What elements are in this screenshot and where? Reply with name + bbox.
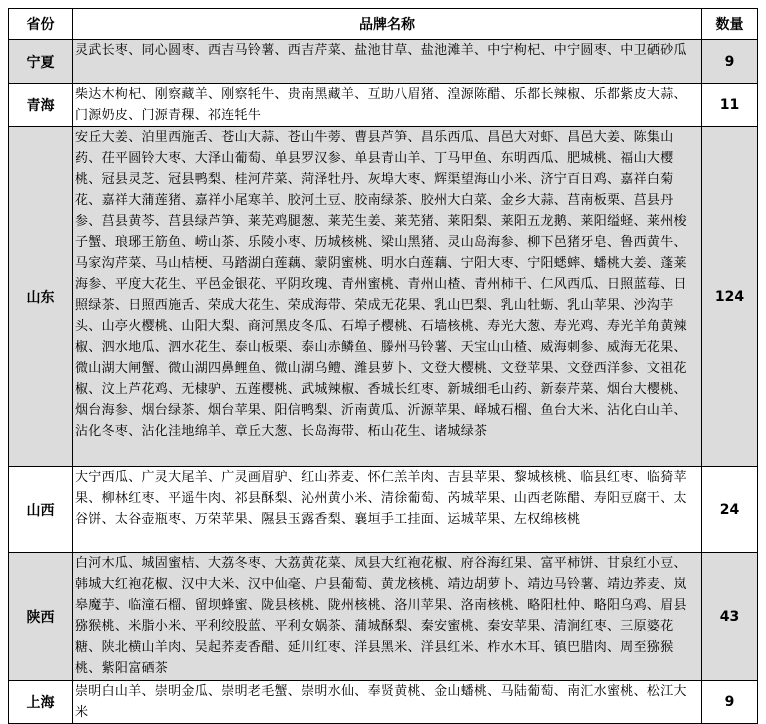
count-cell: 9 — [702, 681, 758, 724]
province-cell: 山东 — [9, 127, 73, 467]
count-cell: 11 — [702, 84, 758, 127]
brands-cell: 安丘大姜、泊里西施舌、苍山大蒜、苍山牛蒡、曹县芦笋、昌乐西瓜、昌邑大对虾、昌邑大姜、陈集山药、茌平圆铃大枣、大泽山葡萄、单县罗汉参、单县青山羊、丁马甲鱼、东明西瓜、肥城桃、福山大樱桃、冠县灵芝、冠县鸭梨、桂河芹菜、菏泽牡丹、灰埠大枣、辉渠望海山小米、济宁百日鸡、嘉祥白菊花、嘉祥大蒲莲猪、嘉祥小尾寒羊、胶河土豆、胶南绿茶、胶州大白菜、金乡大蒜、莒南板栗、莒县丹参、莒县黄芩、莒县绿芦笋、莱芜鸡腿葱、莱芜生姜、莱芜猪、莱阳梨、莱阳五龙鹅、莱阳缢蛏、莱州梭子蟹、琅琊王筋鱼、崂山茶、乐陵小枣、历城核桃、梁山黑猪、灵山岛海参、柳下邑猪牙皂、鲁西黄牛、马家沟芹菜、马山桔梗、马踏湖白莲藕、蒙阴蜜桃、明水白莲藕、宁阳大枣、宁阳蟋蟀、蟠桃大姜、蓬莱海参、平度大花生、平邑金银花、平阴玫瑰、青州蜜桃、青州山楂、青州柿干、仁风西瓜、日照蓝莓、日照绿茶、日照西施舌、荣成大花生、荣成海带、荣成无花果、乳山巴梨、乳山牡蛎、乳山苹果、沙沟芋头、山亭火樱桃、山阳大梨、商河黑皮冬瓜、石埠子樱桃、石墙核桃、寿光大葱、寿光鸡、寿光羊角黄辣椒、泗水地瓜、泗水花生、泰山板栗、泰山赤鳞鱼、滕州马铃薯、天宝山山楂、威海刺参、威海无花果、微山湖大闸蟹、微山湖四鼻鲤鱼、微山湖乌鳢、潍县萝卜、文登大樱桃、文登苹果、文登西洋参、文祖花椒、汶上芦花鸡、无棣驴、五莲樱桃、武城辣椒、香城长红枣、新城细毛山药、新泰芹菜、烟台大樱桃、烟台海参、烟台绿茶、烟台苹果、阳信鸭梨、沂南黄瓜、沂源苹果、峄城石榴、鱼台大米、沾化白山羊、沾化冬枣、沾化洼地绵羊、章丘大葱、长岛海带、柘山花生、诸城绿茶 — [73, 127, 702, 467]
table-row — [9, 553, 758, 681]
province-cell: 宁夏 — [9, 40, 73, 84]
brands-cell: 白河木瓜、城固蜜桔、大荔冬枣、大荔黄花菜、凤县大红袍花椒、府谷海红果、富平柿饼、甘泉红小豆、韩城大红袍花椒、汉中大米、汉中仙毫、户县葡萄、黄龙核桃、靖边胡萝卜、靖边马铃薯、靖边荞麦、岚皋魔芋、临潼石榴、留坝蜂蜜、陇县核桃、陇州核桃、洛川苹果、洛南核桃、略阳杜仲、略阳乌鸡、眉县猕猴桃、米脂小米、平利绞股蓝、平利女娲茶、蒲城酥梨、秦安蜜桃、秦安苹果、清涧红枣、三原婆花糖、陕北横山羊肉、吴起荞麦香醋、延川红枣、洋县黑米、洋县红米、柞水木耳、镇巴腊肉、周至猕猴桃、紫阳富硒茶 — [73, 553, 702, 681]
count-cell: 124 — [702, 127, 758, 467]
brands-cell: 柴达木枸杞、刚察藏羊、刚察牦牛、贵南黑藏羊、互助八眉猪、湟源陈醋、乐都长辣椒、乐都紫皮大蒜、门源奶皮、门源青稞、祁连牦牛 — [73, 84, 702, 127]
header-row — [9, 9, 758, 40]
brand-table — [8, 8, 758, 724]
table-row — [9, 40, 758, 84]
table-row — [9, 467, 758, 553]
header-brands: 品牌名称 — [73, 9, 702, 40]
table-row — [9, 127, 758, 467]
table-row — [9, 84, 758, 127]
header-province: 省份 — [9, 9, 73, 40]
count-cell: 9 — [702, 40, 758, 84]
province-cell: 陕西 — [9, 553, 73, 681]
header-count: 数量 — [702, 9, 758, 40]
count-cell: 24 — [702, 467, 758, 553]
brands-cell: 灵武长枣、同心圆枣、西吉马铃薯、西吉芹菜、盐池甘草、盐池滩羊、中宁枸杞、中宁圆枣、中卫硒砂瓜 — [73, 40, 702, 84]
province-cell: 青海 — [9, 84, 73, 127]
brands-cell: 大宁西瓜、广灵大尾羊、广灵画眉驴、红山荞麦、怀仁羔羊肉、吉县苹果、黎城核桃、临县红枣、临猗苹果、柳林红枣、平遥牛肉、祁县酥梨、沁州黄小米、清徐葡萄、芮城苹果、山西老陈醋、寿阳豆腐干、太谷饼、太谷壶瓶枣、万荣苹果、隰县玉露香梨、襄垣手工挂面、运城苹果、左权绵核桃 — [73, 467, 702, 553]
province-cell: 山西 — [9, 467, 73, 553]
table-row — [9, 681, 758, 724]
brands-cell: 崇明白山羊、崇明金瓜、崇明老毛蟹、崇明水仙、奉贤黄桃、金山蟠桃、马陆葡萄、南汇水蜜桃、松江大米 — [73, 681, 702, 724]
province-cell: 上海 — [9, 681, 73, 724]
count-cell: 43 — [702, 553, 758, 681]
